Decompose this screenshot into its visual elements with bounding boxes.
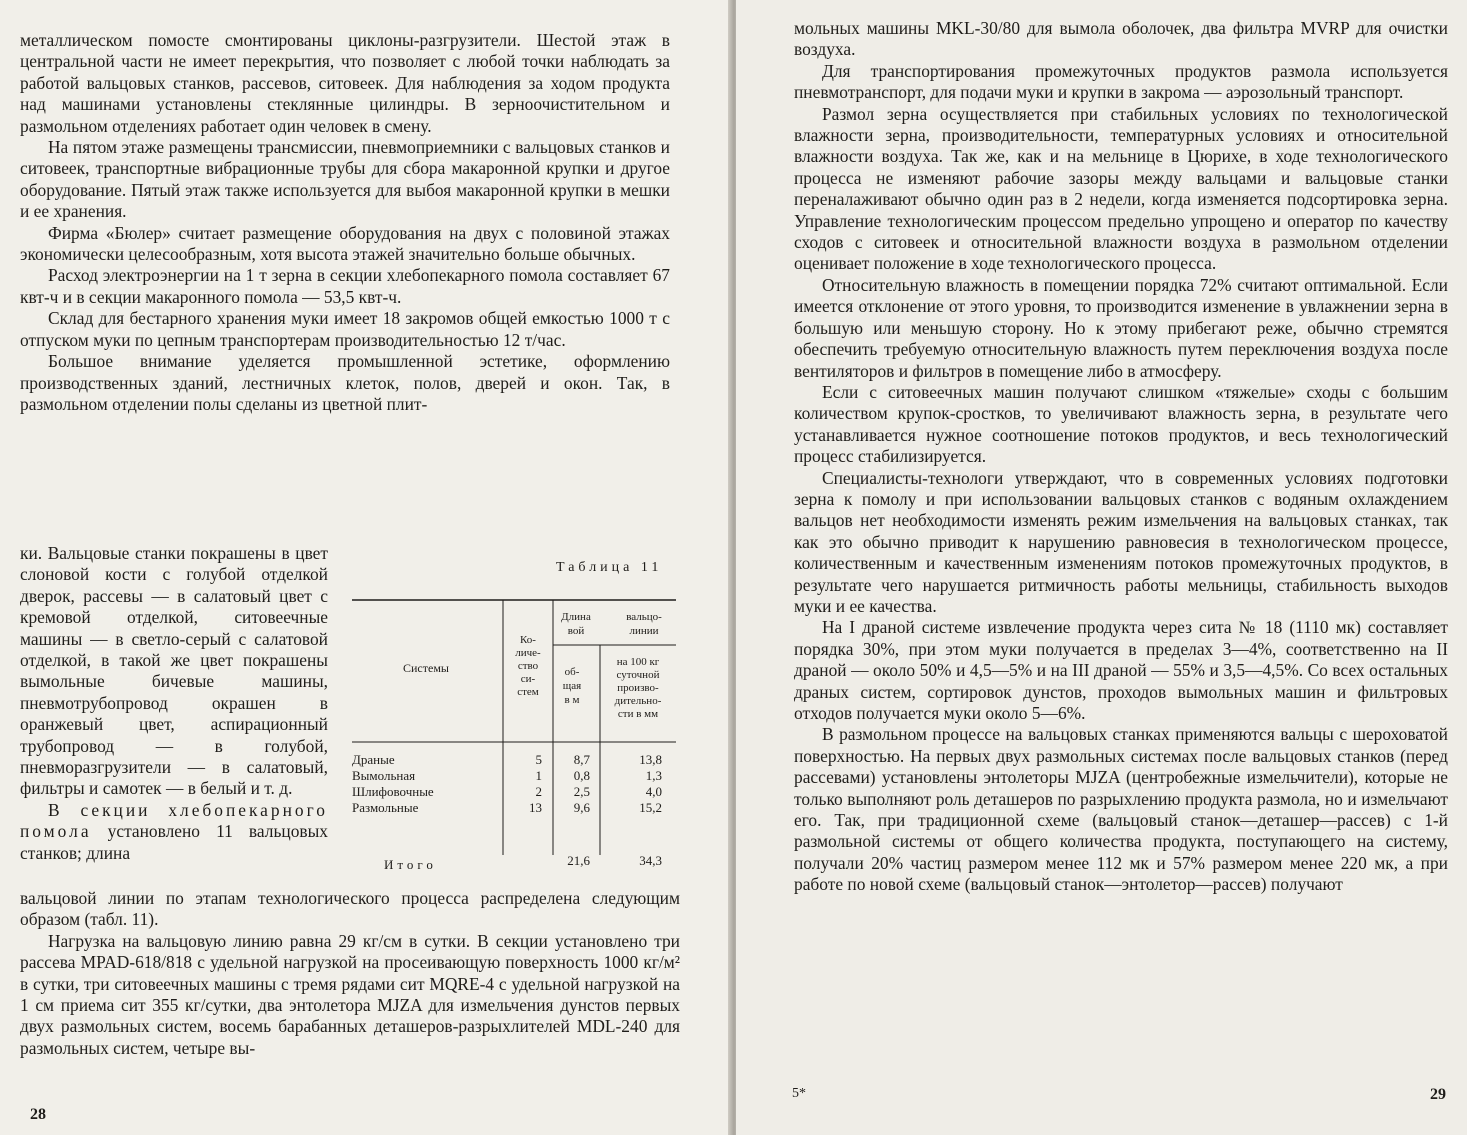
header-per100-1: на 100 кг <box>616 656 660 668</box>
row-count: 5 <box>535 752 542 767</box>
total-per100: 34,3 <box>639 853 662 868</box>
paragraph: вальцовой линии по этапам технологического процесса распределена следующим образом (табл. 11). <box>20 888 680 930</box>
paragraph: мольных машины MKL-30/80 для вымола оболочек, два фильтра MVRP для очистки воздуха. <box>794 18 1448 60</box>
row-per100: 15,2 <box>639 800 662 815</box>
right-page <box>736 0 1467 1135</box>
table-11 <box>348 595 680 875</box>
header-length-4: линии <box>629 625 659 637</box>
header-total-3: в м <box>564 694 580 706</box>
row-name: Вымольная <box>352 768 416 783</box>
paragraph: На I драной системе извлечение продукта через сита № 18 (1110 мк) составляет порядка 30%, при этом муки получается в пределах 3—4%, соответственно на II драной — около 50% и 4,5—5% и на III драной — 55% и 3,5—4,5%. Со всех остальных драных систем, сортировок дунстов, проходов вымольных машин и фильтровых отходов получается муки около 5—6%. <box>794 617 1448 723</box>
page-number: 28 <box>30 1106 46 1123</box>
header-count-2: личе- <box>515 647 541 659</box>
paragraph <box>20 800 328 864</box>
header-length-3: вой <box>567 625 585 637</box>
paragraph: Расход электроэнергии на 1 т зерна в секции хлебопекарного помола составляет 67 квт-ч и в секции макаронного помола — 53,5 квт-ч. <box>20 265 670 307</box>
header-length-1: Длина <box>561 611 591 623</box>
left-page <box>0 0 732 1135</box>
row-per100: 1,3 <box>645 768 662 783</box>
header-per100-3: произво- <box>617 682 659 694</box>
header-per100-4: дительно- <box>614 695 662 707</box>
header-per100-5: сти в мм <box>617 708 659 720</box>
row-total: 2,5 <box>573 784 590 799</box>
row-name: Драные <box>352 752 395 767</box>
row-count: 13 <box>529 800 542 815</box>
right-text <box>794 18 1448 896</box>
left-wrap-text <box>20 543 328 864</box>
paragraph-tail: установлено 11 вальцовых станков; длина <box>20 821 328 863</box>
header-length-2: вальцо- <box>626 611 662 623</box>
left-text-bottom <box>20 888 680 1059</box>
header-per100-2: суточной <box>616 669 660 681</box>
paragraph: В размольном процессе на вальцовых станках применяются вальцы с шероховатой поверхностью. На первых двух размольных системах после вальцовых станков (перед рассевами) установлены энтолеторы MJZA (центробежные измельчители), которые не только выполняют роль деташеров по разрыхлению продукта размола, но и измельчают его. Так, при традиционной схеме (вальцовый станок—деташер—рассев) с 1-й размольной системы от общего количества продукта, поступающего на систему, получали 20% частиц размером менее 112 мк и 57% размером менее 220 мк, а при работе по новой схеме (вальцовый станок—энтолетор—рассев) получают <box>794 724 1448 895</box>
header-count-1: Ко- <box>520 634 536 646</box>
paragraph: На пятом этаже размещены трансмиссии, пневмоприемники с вальцовых станков и ситовеек, транспортные вибрационные трубы для сбора макаронной крупки и другое оборудование. Пятый этаж также используется для выбоя макаронной крупки в мешки и ее хранения. <box>20 137 670 222</box>
paragraph: Размол зерна осуществляется при стабильных условиях по технологической влажности зерна, производительности, температурных условиях и относительной влажности воздуха. Так же, как и на мельнице в Цюрихе, в ходе технологического процесса не изменяют рабочие зазоры между вальцами и вальцовые станки переналаживают обычно один раз в 2 недели, когда изменяется подсортировка зерна. Управление технологическим процессом предельно упрощено и оператор по качеству сходов с ситовеек и относительной влажности воздуха в размольном отделении оценивает положение в ходе технологического процесса. <box>794 103 1448 274</box>
row-name: Размольные <box>352 800 419 815</box>
left-text-top <box>20 30 670 415</box>
row-total: 8,7 <box>573 752 590 767</box>
header-total-1: об- <box>564 666 580 678</box>
header-count-4: си- <box>520 673 536 685</box>
header-count-3: ство <box>517 660 539 672</box>
header-total-2: щая <box>562 680 582 692</box>
row-per100: 4,0 <box>645 784 662 799</box>
total-total: 21,6 <box>567 853 590 868</box>
paragraph: Склад для бестарного хранения муки имеет 18 закромов общей емкостью 1000 т с отпуском муки по цепным транспортерам производительностью 12 т/час. <box>20 308 670 350</box>
table-caption: Таблица 11 <box>556 560 663 575</box>
page-number: 29 <box>1430 1086 1446 1103</box>
row-per100: 13,8 <box>639 752 662 767</box>
header-count-5: стем <box>517 686 539 698</box>
paragraph: Нагрузка на вальцовую линию равна 29 кг/см в сутки. В секции установлено три рассева MPAD-618/818 с удельной нагрузкой на просеивающую поверхность 1000 кг/м² в сутки, три ситовеечных машины с тремя рядами сит MQRE-4 с удельной нагрузкой на 1 см приема сит 355 кг/сутки, два энтолетора MJZA для измельчения дунстов первых двух размольных систем, восемь барабанных деташеров-разрыхлителей MDL-240 для размольных систем, четыре вы- <box>20 930 680 1058</box>
signature-mark: 5* <box>792 1086 806 1101</box>
paragraph: металлическом помосте смонтированы циклоны-разгрузители. Шестой этаж в центральной части не имеет перекрытия, что позволяет с любой точки наблюдать за работой вальцовых станков, рассевов, ситовеек. Для наблюдения за ходом продукта над машинами установлены стеклянные цилиндры. В зерноочистительном и размольном отделениях работает один человек в смену. <box>20 30 670 136</box>
row-total: 9,6 <box>573 800 590 815</box>
paragraph: Большое внимание уделяется промышленной эстетике, оформлению производственных зданий, лестничных клеток, полов, дверей и окон. Так, в размольном отделении полы сделаны из цветной плит- <box>20 351 670 414</box>
row-name: Шлифовочные <box>352 784 434 799</box>
total-label: Итого <box>384 857 437 872</box>
paragraph: Если с ситовеечных машин получают слишком «тяжелые» сходы с большим количеством крупок-сростков, то увеличивают влажность зерна, в результате чего устанавливается нужное соотношение потоков продуктов, и весь технологический процесс стабилизируется. <box>794 381 1448 467</box>
paragraph: Фирма «Бюлер» считает размещение оборудования на двух с половиной этажах экономически целесообразным, хотя высота этажей значительно больше обычных. <box>20 222 670 265</box>
paragraph: Относительную влажность в помещении порядка 72% считают оптимальной. Если имеется отклонение от этого уровня, то производится изменение в увлажнении зерна в большую или меньшую сторону. Но к этому прибегают реже, обычно стремятся обеспечить требуемую относительную влажность путем переключения воздуха после вентиляторов и фильтров в помещение либо в атмосферу. <box>794 274 1448 381</box>
row-total: 0,8 <box>573 768 590 783</box>
paragraph: ки. Вальцовые станки покрашены в цвет слоновой кости с голубой отделкой дверок, рассевы — в салатовый цвет с кремовой отделкой, ситовеечные машины — в светло-серый с салатовой отделкой, в такой же цвет покрашены вымольные бичевые машины, пневмотрубопровод окрашен в оранжевый цвет, аспирационный трубопровод — в голубой, пневморазгрузители — в салатовый, фильтры и самотек — в белый и т. д. <box>20 543 328 799</box>
spaced-text: В секции хлебопекарного помола <box>20 799 328 842</box>
row-count: 2 <box>535 784 542 799</box>
row-count: 1 <box>535 768 542 783</box>
paragraph: Для транспортирования промежуточных продуктов размола используется пневмотранспорт, для подачи муки и крупки в закрома — аэрозольный транспорт. <box>794 60 1448 103</box>
header-systems: Системы <box>403 661 449 675</box>
paragraph: Специалисты-технологи утверждают, что в современных условиях подготовки зерна к помолу и при использовании вальцовых станков с водяным охлаждением вальцов нет необходимости изменять режим измельчения на вальцовых станках, так как это обычно приводит к нарушению равновесия в технологическом процессе, количественным и качественным изменениям потоков промежуточных продуктов, в результате чего нарушается ритмичность работы мельницы, стабильность выходов муки и ее качества. <box>794 467 1448 616</box>
